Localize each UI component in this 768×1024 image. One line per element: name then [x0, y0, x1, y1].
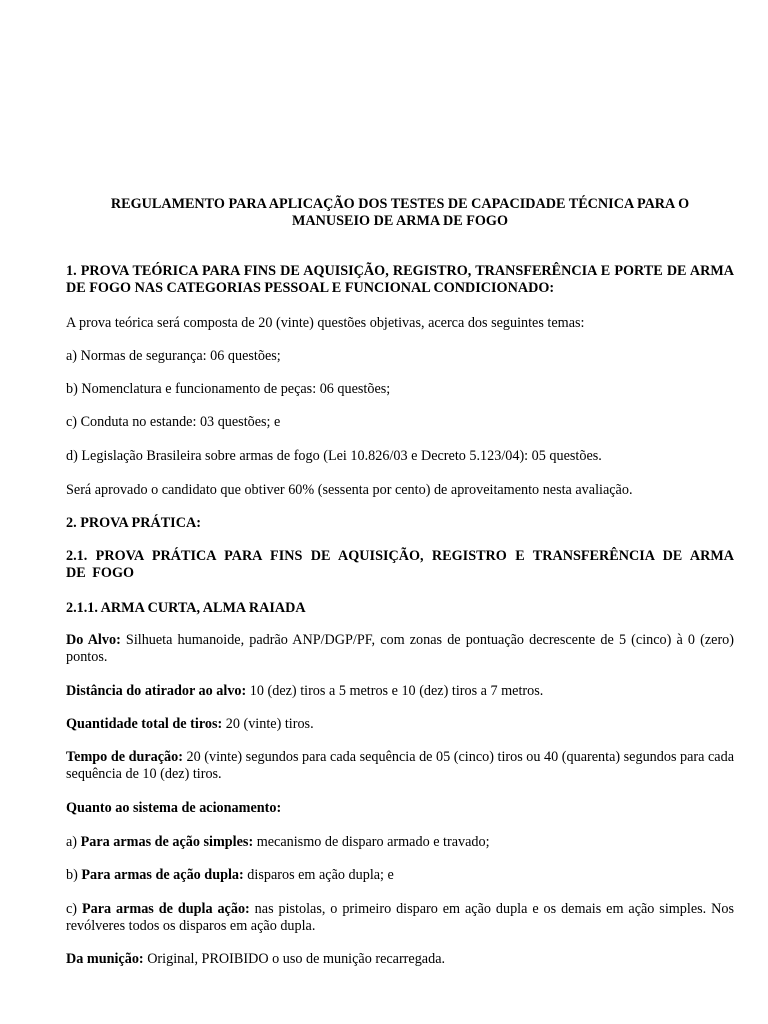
municao-paragraph — [66, 951, 734, 968]
section-1-item-a: a) Normas de segurança: 06 questões; — [66, 348, 281, 364]
quantidade-text: 20 (vinte) tiros. — [222, 716, 314, 732]
document-title — [60, 196, 740, 230]
section-2-heading — [66, 515, 734, 532]
section-2-1-1-heading-text: 2.1.1. ARMA CURTA, ALMA RAIADA — [66, 600, 306, 616]
section-2-1-heading-text: 2.1. PROVA PRÁTICA PARA FINS DE AQUISIÇÃO, REGISTRO E TRANSFERÊNCIA DE ARMA DE FOGO — [66, 548, 734, 581]
section-1-item-b: b) Nomenclatura e funcionamento de peças: 06 questões; — [66, 381, 391, 397]
acionamento-heading — [66, 800, 734, 817]
acao-dupla-text: disparos em ação dupla; e — [243, 867, 394, 883]
tempo-paragraph — [66, 749, 734, 783]
acao-dupla-prefix: b) — [66, 867, 82, 883]
municao-label: Da munição: — [66, 951, 144, 967]
acionamento-heading-text: Quanto ao sistema de acionamento: — [66, 800, 282, 816]
acao-simples-paragraph — [66, 834, 734, 851]
acao-simples-label: Para armas de ação simples: — [80, 834, 254, 850]
section-1-item-d: d) Legislação Brasileira sobre armas de fogo (Lei 10.826/03 e Decreto 5.123/04): 05 questões. — [66, 448, 602, 464]
alvo-label: Do Alvo: — [66, 632, 121, 648]
distancia-label: Distância do atirador ao alvo: — [66, 683, 247, 699]
section-1-item-c: c) Conduta no estande: 03 questões; e — [66, 414, 281, 430]
dupla-acao-paragraph — [66, 901, 734, 935]
quantidade-paragraph — [66, 716, 734, 733]
distancia-paragraph — [66, 683, 734, 700]
dupla-acao-text: nas pistolas, o primeiro disparo em ação dupla e os demais em ação simples. Nos revólveres todos os disparos em ação dupla. — [66, 901, 734, 934]
tempo-text: 20 (vinte) segundos para cada sequência de 05 (cinco) tiros ou 40 (quarenta) segundos para cada sequência de 10 (dez) tiros. — [66, 749, 734, 782]
acao-dupla-paragraph — [66, 867, 734, 884]
document-title-line-2: MANUSEIO DE ARMA DE FOGO — [292, 213, 508, 229]
tempo-label: Tempo de duração: — [66, 749, 183, 765]
section-2-1-heading — [66, 548, 734, 582]
alvo-text: Silhueta humanoide, padrão ANP/DGP/PF, com zonas de pontuação decrescente de 5 (cinco) à 0 (zero) pontos. — [66, 632, 735, 665]
quantidade-label: Quantidade total de tiros: — [66, 716, 223, 732]
acao-dupla-label: Para armas de ação dupla: — [81, 867, 244, 883]
acao-simples-text: mecanismo de disparo armado e travado; — [253, 834, 490, 850]
document-title-line-1: REGULAMENTO PARA APLICAÇÃO DOS TESTES DE CAPACIDADE TÉCNICA PARA O — [110, 196, 690, 212]
acao-simples-prefix: a) — [66, 834, 81, 850]
section-1-intro: A prova teórica será composta de 20 (vinte) questões objetivas, acerca dos seguintes temas: — [66, 315, 585, 331]
section-1-approval: Será aprovado o candidato que obtiver 60% (sessenta por cento) de aproveitamento nesta avaliação. — [66, 482, 633, 498]
dupla-acao-label: Para armas de dupla ação: — [81, 901, 250, 917]
section-2-1-1-heading — [66, 600, 734, 617]
section-2-heading-text: 2. PROVA PRÁTICA: — [66, 515, 201, 531]
section-1-heading-text: 1. PROVA TEÓRICA PARA FINS DE AQUISIÇÃO, REGISTRO, TRANSFERÊNCIA E PORTE DE ARMA DE FOGO NAS CATEGORIAS PESSOAL E FUNCIONAL CONDICIONADO: — [66, 263, 734, 296]
municao-text: Original, PROIBIDO o uso de munição recarregada. — [143, 951, 446, 967]
section-1-heading — [66, 263, 734, 297]
distancia-text: 10 (dez) tiros a 5 metros e 10 (dez) tiros a 7 metros. — [246, 683, 544, 699]
dupla-acao-prefix: c) — [66, 901, 82, 917]
alvo-paragraph — [66, 632, 734, 666]
